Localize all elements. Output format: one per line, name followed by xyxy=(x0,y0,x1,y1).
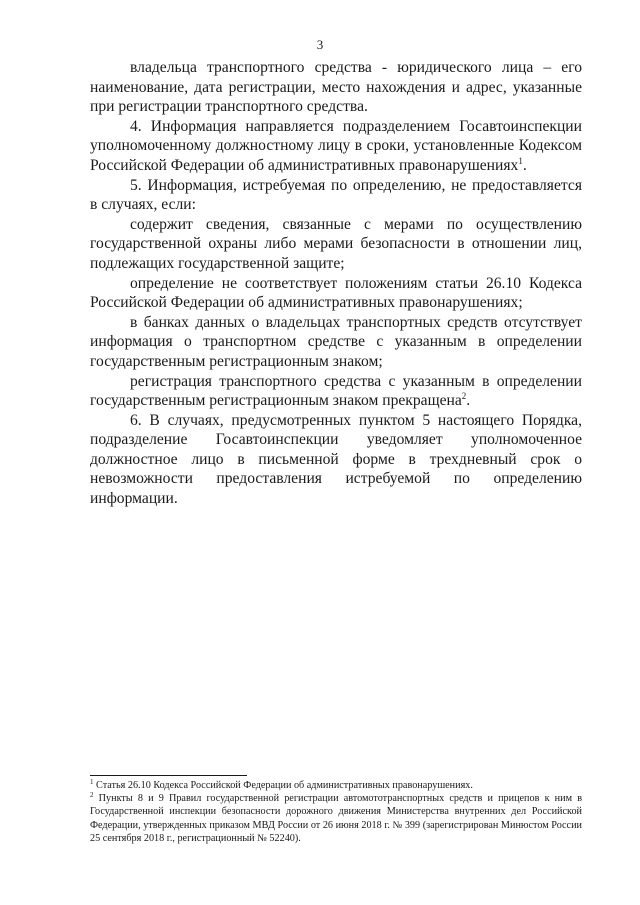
paragraph-text: 6. В случаях, предусмотренных пунктом 5 настоящего Порядка, подразделение Госавтоинспекции уведомляет уполномоченное должностное лицо в письменной форме в трехдневный срок о невозможности предоставления истребуемой по определению информации. xyxy=(90,411,582,508)
paragraph-5-item-2 xyxy=(90,274,582,313)
paragraph-5 xyxy=(90,176,582,215)
footnote-mark: 1 xyxy=(90,778,94,786)
paragraph-text: владельца транспортного средства - юридического лица – его наименование, дата регистрации, место нахождения и адрес, указанные при регистрации транспортного средства. xyxy=(90,59,582,116)
footnote-ref-1: 1 xyxy=(518,155,523,166)
footnote-divider xyxy=(90,775,247,776)
paragraph-text: содержит сведения, связанные с мерами по осуществлению государственной охраны либо мерами безопасности в отношении лиц, подлежащих государственной защите; xyxy=(90,215,582,272)
paragraph-text: в банках данных о владельцах транспортных средств отсутствует информация о транспортном средстве с указанным в определении государственным регистрационным знаком; xyxy=(90,313,582,370)
footnote-mark: 2 xyxy=(90,791,94,800)
paragraph-5-item-1 xyxy=(90,215,582,274)
footnote-2 xyxy=(90,792,582,845)
paragraph-text: определение не соответствует положениям статьи 26.10 Кодекса Российской Федерации об административных правонарушениях; xyxy=(90,274,582,312)
footnote-text: Пункты 8 и 9 Правил государственной регистрации автомототранспортных средств и прицепов к ним в Государственной инспекции безопасности дорожного движения Министерства внутренних дел Российской Федерации, утвержденных приказом МВД России от 26 июня 2018 г. № 399 (зарегистрирован Минюстом России 25 сентября 2018 г., регистрационный № 52240). xyxy=(90,793,583,844)
footnote-text: Статья 26.10 Кодекса Российской Федерации об административных правонарушениях. xyxy=(96,780,473,791)
footnote-ref-2: 2 xyxy=(461,391,467,402)
page-number: 3 xyxy=(316,37,324,52)
paragraph-5-item-4: регистрация транспортного средства с указанным в определении государственным регистрационным знаком прекращена$^2$. xyxy=(90,372,582,410)
paragraph-text: 5. Информация, истребуемая по определению, не предоставляется в случаях, если: xyxy=(90,176,582,214)
paragraph-4: 4. Информация направляется подразделением Госавтоинспекции уполномоченному должностному лицу в сроки, установленные Кодексом Российской Федерации об административных правонарушениях$^1$. xyxy=(90,117,582,174)
paragraph-owner-details xyxy=(90,58,582,117)
footnotes xyxy=(90,779,582,845)
paragraph-text: 4. Информация направляется подразделением Госавтоинспекции уполномоченному должностному лицу в сроки, установленные Кодексом Российской Федерации об административных правонарушениях xyxy=(90,117,582,174)
paragraph-6 xyxy=(90,411,582,509)
body-text xyxy=(90,58,582,509)
footnote-1 xyxy=(90,779,582,792)
paragraph-5-item-3 xyxy=(90,313,582,372)
paragraph-text: регистрация транспортного средства с указанным в определении государственным регистрационным знаком прекращена xyxy=(90,372,582,410)
